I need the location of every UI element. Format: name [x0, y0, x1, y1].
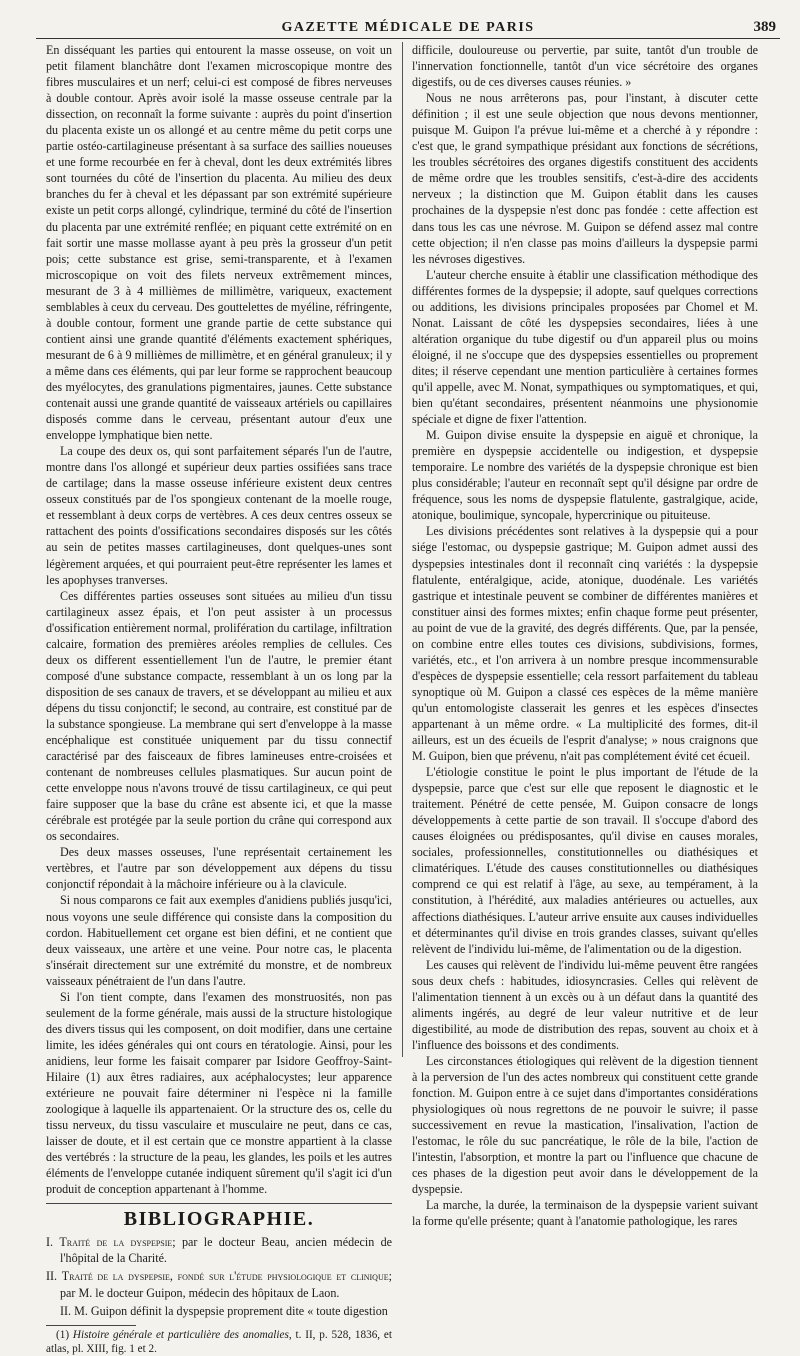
paragraph: Les causes qui relèvent de l'individu lui-même peuvent être rangées sous deux chefs : habitudes, idiosyncrasies. Celles qui relèvent de l'alimentation tiennent à un excès ou à un défaut dans la quantité des aliments ingérés, au degré de leur valeur nutritive et de leur digestibilité, au mode de distribution des repas, souvent au choix et à l'influence des boissons et des condiments. — [412, 957, 758, 1052]
footnote-mark: (1) — [56, 1328, 70, 1341]
footnote — [46, 1328, 392, 1356]
entry-number: II. — [46, 1269, 58, 1284]
bibliography-entry — [46, 1268, 392, 1300]
paragraph: La marche, la durée, la terminaison de la dyspepsie varient suivant la forme qu'elle présente; quant à l'anatomie pathologique, les rares — [412, 1198, 758, 1229]
entry-details: par le docteur Beau, ancien médecin de l'hôpital de la Charité. — [60, 1235, 392, 1266]
paragraph: Nous ne nous arrêterons pas, pour l'instant, à discuter cette définition ; il est une seule objection que nous devons mentionner, puisque M. Guipon l'a prévue lui-même et a cherché à y répondre : c'est que, le grand sympathique présidant aux fonctions de sécrétions, les troubles sécrétoires des organes digestifs constituent des accidents de même ordre que les troubles sensitifs, c'est-à-dire des accidents nerveux ; la distinction que M. Guipon établit dans les causes prochaines de la dyspepsie n'est donc pas fondée : cette affection est dans tous les cas une névrose. M. Guipon se défend assez mal contre cette objection; il n'en classe pas moins d'ailleurs la dyspepsie parmi les névroses digestives. — [412, 91, 758, 266]
paragraph: Si nous comparons ce fait aux exemples d'anidiens publiés jusqu'ici, nous voyons une seule différence qui consiste dans la composition du cordon. Habituellement cet organe est bien défini, et ne contient que deux vaisseaux, une artère et une veine. Pour notre cas, le placenta s'insérait directement sur une extrémité du monstre, et de nombreux vaisseaux pénétraient de l'un dans l'autre. — [46, 893, 392, 988]
paragraph: M. Guipon divise ensuite la dyspepsie en aiguë et chronique, la première en dyspepsie accidentelle ou indigestion, et dyspepsie temporaire. Le nombre des variétés de la dyspepsie chronique est bien plus considérable; l'auteur en reconnaît sept qu'il désigne par ordre de fréquence, sous les noms de dyspepsie flatulente, gastralgique, acide, atonique, boulimique, syncopale, hypercrinique ou pituiteuse. — [412, 428, 758, 523]
footnote-divider — [46, 1325, 136, 1326]
section-heading: BIBLIOGRAPHIE. — [123, 1208, 315, 1231]
section-divider — [46, 1203, 392, 1204]
running-title: GAZETTE MÉDICALE DE PARIS — [281, 20, 535, 35]
paragraph: Les divisions précédentes sont relatives à la dyspepsie qui a pour siége l'estomac, ou dyspepsie gastrique; M. Guipon admet aussi des dyspepsies intestinales dont il reconnaît cinq variétés : la dyspepsie flatulente, entéralgique, acide, atonique, duodénale. Les variétés gastrique et intestinale peuvent se combiner de différentes manières et constituer ainsi des formes mixtes; enfin chaque forme peut présenter, au point de vue de la gravité, des degrés différents. Que, par la pensée, on combine entre elles toutes ces divisions, subdivisions, formes, variétés, etc., et l'on arrivera à un nombre presque incommensurable d'espèces de dyspepsie essentielle; cela ressort parfaitement du tableau synoptique où M. Guipon a classé ces espèces de la même manière qu'un entomologiste classerait les genres et les espèces d'insectes appartenant à un même ordre. « La multiplicité des formes, dit-il ailleurs, est un des écueils de l'esprit d'analyse; » nous craignons que M. Guipon, bien que prévenu, n'ait pas complétement évité cet écueil. — [412, 524, 758, 764]
footnote-details: , t. II, p. 528, 1836, et atlas, pl. XIII, fig. 1 et 2. — [46, 1328, 393, 1355]
entry-details: par M. le docteur Guipon, médecin des hôpitaux de Laon. — [60, 1285, 340, 1300]
page-number: 389 — [753, 19, 776, 35]
entry-number: I. — [46, 1235, 54, 1250]
right-column — [412, 42, 758, 1229]
paragraph: Des deux masses osseuses, l'une représentait certainement les vertèbres, et l'autre par son développement aux dépens du tissu conjonctif répondait à la mâchoire inférieure ou à la clavicule. — [46, 845, 392, 892]
paragraph: En disséquant les parties qui entourent la masse osseuse, on voit un petit filament blanchâtre dont l'examen microscopique montre des fibres musculaires et un nerf; celui-ci est composé de fibres nerveuses à double contour. Après avoir isolé la masse osseuse centrale par la dissection, on reconnaît la forme suivante : auprès du point d'insertion du placenta existe un os allongé et au centre même du petit corps une partie ostéo-cartilagineuse présentant à sa surface des saillies noueuses et une forme recourbée en fer à cheval, dont les deux extrémités libres sont tournées du côté de l'insertion du placenta. Au milieu des deux branches du fer à cheval et les dépassant par son extrémité supérieure existe un petit corps allongé, cylindrique, terminé du côté de l'insertion du placenta par une extrémité renflée; en piquant cette extrémité on en fait sortir une masse mollasse ayant à peu près la grosseur d'un petit pois; cette substance est grise, semi-transparente, et à l'examen microscopique on voit des filets nerveux extrêmement minces, mesurant de 3 à 4 millièmes de millimètre, variqueux, exactement semblables à ceux du cerveau. Des gouttelettes de myéline, réfringente, à double contour, forment une grande partie de cette substance qui contient ainsi une grande quantité d'éléments exactement sphériques, mesurant de 6 à 9 millièmes de millimètre, et en général granuleux; il y a même dans ces éléments, qui par leur forme se rapprochent beaucoup des myélocytes, des granulations pigmentaires, jaunes. Cette substance contenait aussi une grande quantité de vaisseaux artériels ou capillaires disposés comme dans le cerveau, présentant autour d'eux une enveloppe lymphatique bien nette. — [46, 43, 392, 443]
footnote-title: Histoire générale et particulière des anomalies — [72, 1328, 289, 1341]
paragraph: Ces différentes parties osseuses sont situées au milieu d'un tissu cartilagineux assez épais, et l'on peut assister à un processus d'ossification entièrement normal, prolifération du cartilage, infiltration calcaire, formation des premières aréoles remplies de cellules. Ces deux os different essentiellement l'un de l'autre, le premier étant composé d'une substance compacte, ressemblant à un os long par la disposition de ses canaux de travers, et se développant au milieu et aux dépens du tissu conjonctif; le second, au contraire, est constitué par de la substance spongieuse. La membrane qui sert d'enveloppe à la masse encéphalique est constituée uniquement par du tissu connectif caractérisé par des faisceaux de fibres lamineuses entre-croisées et contenant de nombreuses cellules plasmatiques. Sur aucun point de cette enveloppe nous n'avons trouvé de tissu cartilagineux, ce qui peut faire supposer que la base du crâne est absente ici, et que la masse cérébrale est protégée par la seule portion du crâne qui correspond aux os secondaires. — [46, 588, 392, 844]
paragraph: Les circonstances étiologiques qui relèvent de la digestion tiennent à la perversion de l'un des actes nombreux qui constituent cette grande fonction. M. Guipon entre à ce sujet dans d'importantes considérations physiologiques où nous regrettons de ne pouvoir le suivre; il passe successivement en revue la mastication, l'insalivation, l'action de l'estomac, le rôle du suc pancréatique, le rôle de la bile, l'action de l'intestin, l'absorption, et montre la part ou l'influence que chacune de ces phases de la digestion peut avoir dans le développement de la dyspepsie. — [412, 1053, 758, 1197]
entry-title: Traité de la dyspepsie, fondé sur l'étude physiologique et clinique; — [61, 1269, 392, 1284]
paragraph: II. M. Guipon définit la dyspepsie proprement dite « toute digestion — [60, 1303, 388, 1318]
paragraph: difficile, douloureuse ou pervertie, par suite, tantôt d'un trouble de l'innervation fonctionnelle, tantôt d'un vice sécrétoire des organes digestifs, ou de ces diverses causes réunies. » — [412, 43, 758, 90]
paragraph: La coupe des deux os, qui sont parfaitement séparés l'un de l'autre, montre dans l'os allongé et supérieur deux parties ossifiées sans trace de cartilage; dans la masse osseuse inférieure existent deux centres osseux constitués par de l'os spongieux contenant de la moelle rouge, et ressemblant à deux corps de vertèbres. A ces deux centres osseux se rattachent des points d'ossifications secondaires disposés sur les côtés au sein de petites masses cartilagineuses, dont quelques-unes sont légèrement arquées, et qui pourraient peut-être représenter les lames et les apophyses tranverses. — [46, 444, 392, 587]
entry-title: Traité de la dyspepsie; — [59, 1235, 176, 1250]
paragraph: L'auteur cherche ensuite à établir une classification méthodique des différentes formes de la dyspepsie; il adopte, sauf quelques corrections ou additions, les divisions principales proposées par Chomel et M. Nonat. Laissant de côté les dyspepsies secondaires, liées à une altération organique du tube digestif ou d'un appareil plus ou moins éloigné, il ne s'occupe que des dyspepsies essentielles ou proprement dites; il réserve cependant une mention particulière à certaines formes qu'il appelle, avec M. Nonat, sympathiques ou symptomatiques, et qui, bien qu'étant secondaires, présentent néanmoins une physionomie spéciale et digne de fixer l'attention. — [412, 267, 758, 427]
bibliography-entry — [46, 1234, 392, 1266]
paragraph: Si l'on tient compte, dans l'examen des monstruosités, non pas seulement de la forme générale, mais aussi de la structure histologique des divers tissus qui les composent, on doit modifier, dans une certaine limite, les idées générales qui ont cours en tératologie. Ainsi, pour les anidiens, leur forme les faisait comparer par Isidore Geoffroy-Saint-Hilaire (1) aux êtres radiaires, aux acéphalocystes; leur apparence extérieure ne pouvait faire déterminer ni l'espèce ni la famille zoologique à laquelle ils appartenaient. Or la structure des os, celle du tissu nerveux, du tissu vasculaire et musculaire ne peut, dans ce cas, laisser de doute, et il est certain que ce monstre appartient à la classe des vertébrés : la structure de la peau, les glandes, les poils et les autres éléments de l'enveloppe cutanée indiquent sûrement qu'il s'agit ici d'un produit de conception appartenant à l'homme. — [46, 989, 392, 1197]
column-rule — [402, 42, 403, 1057]
paragraph: L'étiologie constitue le point le plus important de l'étude de la dyspepsie, parce que c'est sur elle que reposent le diagnostic et le traitement. Pénétré de cette pensée, M. Guipon consacre de longs développements à cette partie de son travail. Il s'occupe d'abord des causes éloignées ou prédisposantes, qu'il divise en causes morales, sociales, professionnelles, constitutionnelles ou diathésiques et climatériques. L'étude des causes constitutionnelles ou diathésiques comprend ce qui est relatif à l'âge, au sexe, au tempérament, à la constitution, à l'hérédité, aux maladies antérieures ou actuelles, aux affections diathésiques. L'auteur arrive ensuite aux causes individuelles et déterminantes qu'il divise en trois grandes classes, suivant qu'elles relèvent de l'individu lui-même, de l'alimentation ou de la digestion. — [412, 765, 758, 956]
left-column — [46, 42, 393, 1355]
page-header — [36, 14, 780, 39]
